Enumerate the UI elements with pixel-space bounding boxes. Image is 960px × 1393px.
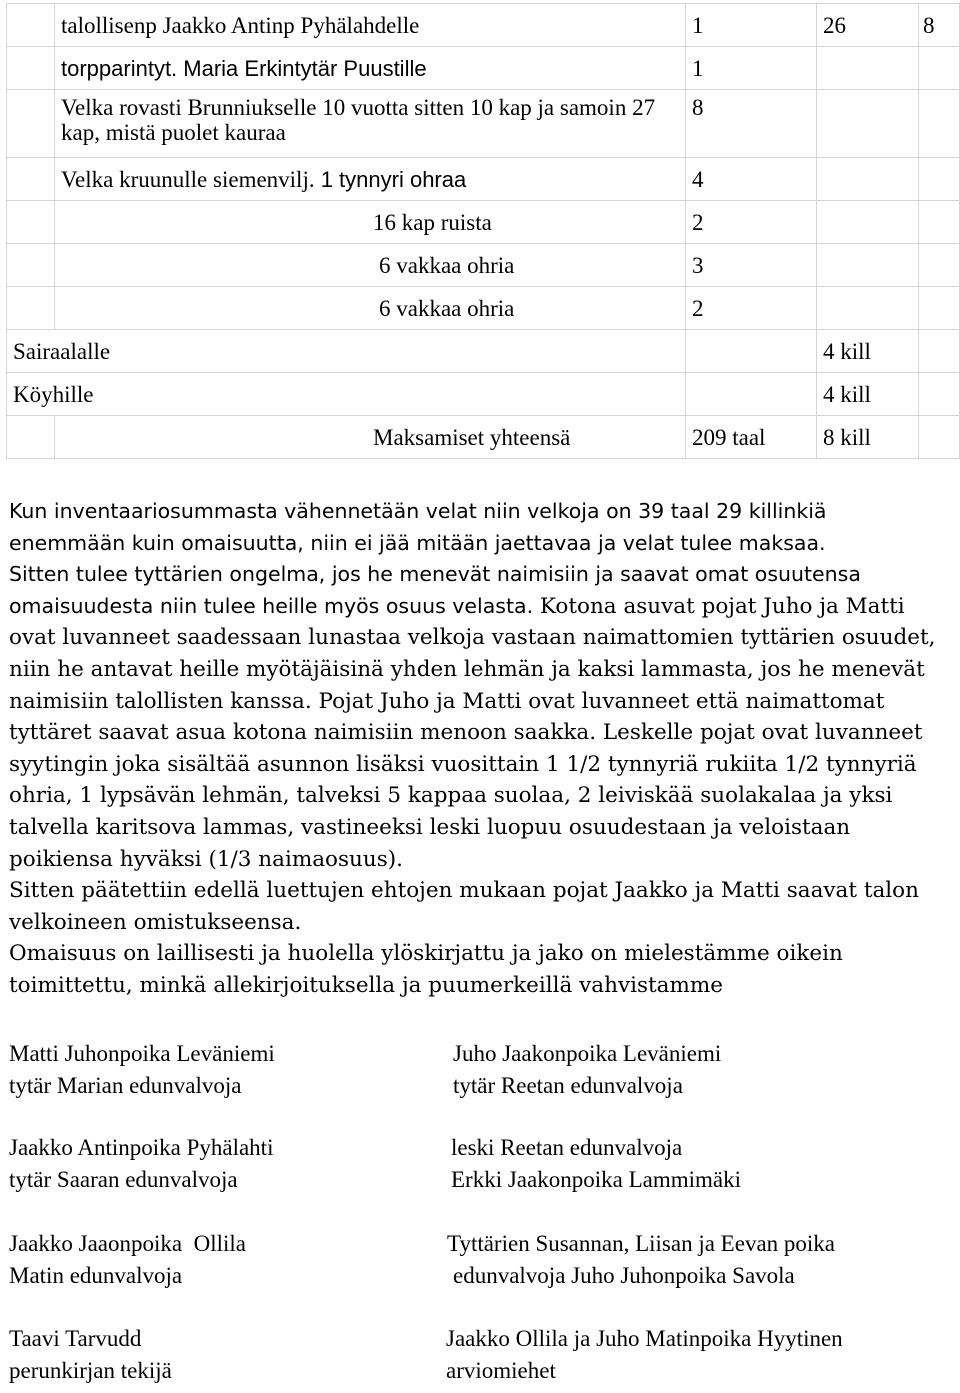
ledger-description: talollisenp Jaakko Antinp Pyhälahdelle	[55, 4, 686, 47]
ledger-table	[6, 3, 960, 459]
ledger-value	[817, 244, 919, 287]
ledger-value	[919, 158, 960, 201]
ledger-value: 8	[686, 90, 817, 158]
ledger-cell	[7, 158, 55, 201]
signature-role: tytär Reetan edunvalvoja	[453, 1073, 683, 1098]
paragraph-line: ovat luvanneet saadessaan lunastaa velkoja vastaan naimattomien tyttärien osuudet,	[9, 625, 936, 651]
signature-role: arviomiehet	[446, 1358, 556, 1383]
ledger-value	[919, 244, 960, 287]
paragraph-line: Omaisuus on laillisesti ja huolella ylöskirjattu ja jako on mielestämme oikein	[9, 941, 843, 967]
body-paragraph	[9, 496, 954, 1002]
ledger-value: 2	[686, 201, 817, 244]
ledger-text: Velka kruunulle siemenvilj.	[61, 166, 315, 192]
ledger-value	[686, 330, 817, 373]
ledger-cell	[7, 416, 55, 459]
ledger-row	[7, 416, 960, 459]
ledger-value: 1	[686, 47, 817, 90]
ledger-cell	[7, 90, 55, 158]
paragraph-line: Kun inventaariosummasta vähennetään velat niin velkoja on 39 taal 29 killinkiä	[9, 499, 827, 523]
ledger-row	[7, 47, 960, 90]
ledger-value	[817, 158, 919, 201]
paragraph-line	[9, 591, 954, 623]
signature-role: tytär Marian edunvalvoja	[9, 1073, 242, 1098]
ledger-cell	[7, 244, 55, 287]
ledger-row	[7, 90, 960, 158]
paragraph-line: syytingin joka sisältää asunnon lisäksi vuosittain 1 1/2 tynnyriä rukiita 1/2 tynnyriä	[9, 751, 917, 777]
ledger-value	[817, 287, 919, 330]
ledger-value	[919, 330, 960, 373]
ledger-row	[7, 244, 960, 287]
signature-role: Matin edunvalvoja	[9, 1263, 183, 1288]
signature-block	[453, 1038, 721, 1102]
ledger-recipient: Sairaalalle	[7, 330, 686, 373]
ledger-value: 1	[686, 4, 817, 47]
paragraph-line: tyttäret saavat asua kotona naimisiin menoon saakka. Leskelle pojat ovat luvanneet	[9, 720, 923, 746]
ledger-value: 3	[686, 244, 817, 287]
ledger-value: 4 kill	[817, 373, 919, 416]
signature-role: Erkki Jaakonpoika Lammimäki	[451, 1167, 741, 1192]
paragraph-line: ohria, 1 lypsävän lehmän, talveksi 5 kappaa suolaa, 2 leiviskää suolakalaa ja yksi	[9, 783, 893, 809]
ledger-row	[7, 158, 960, 201]
signature-name: Taavi Tarvudd	[9, 1326, 142, 1351]
ledger-row	[7, 201, 960, 244]
signature-block	[9, 1228, 246, 1292]
signature-name: Tyttärien Susannan, Liisan ja Eevan poika	[447, 1231, 836, 1256]
signature-role: tytär Saaran edunvalvoja	[9, 1167, 238, 1192]
signature-role: edunvalvoja Juho Juhonpoika Savola	[453, 1263, 795, 1288]
ledger-total-value: 8 kill	[817, 416, 919, 459]
ledger-cell	[7, 201, 55, 244]
ledger-value: 2	[686, 287, 817, 330]
ledger-value	[686, 373, 817, 416]
signature-block	[9, 1323, 172, 1387]
ledger-value: 4	[686, 158, 817, 201]
ledger-description: torpparintyt. Maria Erkintytär Puustille	[55, 47, 686, 90]
ledger-value	[817, 90, 919, 158]
ledger-value	[919, 373, 960, 416]
paragraph-line: velkoineen omistukseensa.	[9, 909, 302, 935]
paragraph-line: Sitten päätettiin edellä luettujen ehtojen mukaan pojat Jaakko ja Matti saavat talon	[9, 878, 919, 904]
paragraph-line: Sitten tulee tyttärien ongelma, jos he menevät naimisiin ja saavat omat osuutensa	[9, 562, 861, 587]
ledger-total-value: 209 taal	[686, 416, 817, 459]
ledger-description	[55, 158, 686, 201]
ledger-value	[919, 416, 960, 459]
ledger-row	[7, 330, 960, 373]
ledger-text: 1 tynnyri ohraa	[314, 166, 467, 192]
ledger-description: 6 vakkaa ohria	[55, 244, 686, 287]
signature-name: Jaakko Jaaonpoika Ollila	[9, 1231, 246, 1256]
ledger-cell	[7, 4, 55, 47]
signature-name: leski Reetan edunvalvoja	[451, 1135, 683, 1160]
ledger-row	[7, 287, 960, 330]
ledger-value: 8	[919, 4, 960, 47]
paragraph-line: talvella karitsova lammas, vastineeksi leski luopuu osuudestaan ja veloistaan	[9, 814, 851, 840]
paragraph-line: niin he antavat heille myötäjäisinä yhden lehmän ja kaksi lammasta, jos he menevät	[9, 656, 925, 682]
paragraph-line: naimisiin talollisten kanssa. Pojat Juho ja Matti ovat luvanneet että naimattomat	[9, 688, 885, 714]
paragraph-text: Kotona asuvat pojat Juho ja Matti	[533, 593, 905, 619]
ledger-row	[7, 4, 960, 47]
paragraph-text: omaisuudesta niin tulee heille myös osuus velasta.	[9, 593, 534, 618]
ledger-value	[919, 90, 960, 158]
ledger-value	[919, 287, 960, 330]
signature-block	[9, 1038, 275, 1102]
signature-block	[9, 1132, 273, 1196]
paragraph-line: poikiensa hyväksi (1/3 naimaosuus).	[9, 846, 403, 872]
ledger-description: Velka rovasti Brunniukselle 10 vuotta sitten 10 kap ja samoin 27 kap, mistä puolet kauraa	[55, 90, 686, 158]
ledger-cell	[7, 47, 55, 90]
signature-name: Matti Juhonpoika Leväniemi	[9, 1041, 275, 1066]
ledger-description: 16 kap ruista	[55, 201, 686, 244]
signature-name: Jaakko Antinpoika Pyhälahti	[9, 1135, 274, 1160]
signature-name: Juho Jaakonpoika Leväniemi	[453, 1041, 722, 1066]
ledger-row	[7, 373, 960, 416]
ledger-recipient: Köyhille	[7, 373, 686, 416]
signature-block	[447, 1228, 835, 1292]
signature-block	[451, 1132, 741, 1196]
paragraph-line: enemmään kuin omaisuutta, niin ei jää mitään jaettavaa ja velat tulee maksaa.	[9, 530, 826, 555]
ledger-value	[817, 201, 919, 244]
paragraph-line: toimittettu, minkä allekirjoituksella ja puumerkeillä vahvistamme	[9, 972, 723, 998]
ledger-cell	[7, 287, 55, 330]
ledger-value: 4 kill	[817, 330, 919, 373]
ledger-description: 6 vakkaa ohria	[55, 287, 686, 330]
ledger-value	[919, 47, 960, 90]
ledger-total-label: Maksamiset yhteensä	[55, 416, 686, 459]
signature-name: Jaakko Ollila ja Juho Matinpoika Hyytinen	[446, 1326, 843, 1351]
ledger-value	[919, 201, 960, 244]
signature-role: perunkirjan tekijä	[9, 1358, 172, 1383]
signature-block	[446, 1323, 843, 1387]
ledger-value	[817, 47, 919, 90]
ledger-value: 26	[817, 4, 919, 47]
